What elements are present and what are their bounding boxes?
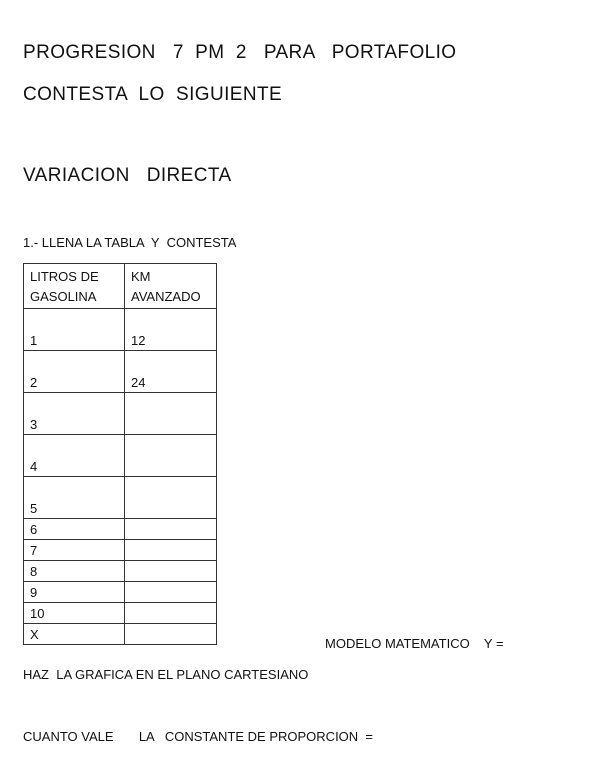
table-row [24,561,217,582]
liters-cell: 9 [24,582,125,603]
liters-km-table [23,263,217,645]
km-cell [125,540,217,561]
table-row [24,624,217,645]
heading-line-1: PROGRESION 7 PM 2 PARA PORTAFOLIO [23,42,457,63]
liters-cell: 2 [24,351,125,393]
km-cell [125,561,217,582]
header-km: KM AVANZADO [125,264,217,309]
liters-cell: 1 [24,309,125,351]
liters-cell: 7 [24,540,125,561]
liters-cell: X [24,624,125,645]
table-row [24,519,217,540]
km-cell [125,477,217,519]
liters-cell: 8 [24,561,125,582]
heading-line-2: CONTESTA LO SIGUIENTE [23,84,283,105]
table-row [24,435,217,477]
header-liters: LITROS DE GASOLINA [24,264,125,309]
table-row [24,477,217,519]
table-row [24,603,217,624]
table-row [24,540,217,561]
liters-cell: 6 [24,519,125,540]
table-row [24,393,217,435]
graph-instruction: HAZ LA GRAFICA EN EL PLANO CARTESIANO [23,667,309,682]
table-row [24,582,217,603]
liters-cell: 5 [24,477,125,519]
liters-cell: 10 [24,603,125,624]
table-header-row [24,264,217,309]
table-row [24,309,217,351]
km-cell [125,519,217,540]
constant-question: CUANTO VALE LA CONSTANTE DE PROPORCION = [23,729,373,744]
km-cell [125,603,217,624]
instruction-text: 1.- LLENA LA TABLA Y CONTESTA [23,235,237,250]
km-cell: 24 [125,351,217,393]
model-label: MODELO MATEMATICO Y = [325,636,504,651]
table-row [24,351,217,393]
liters-cell: 4 [24,435,125,477]
km-cell [125,624,217,645]
liters-cell: 3 [24,393,125,435]
km-cell: 12 [125,309,217,351]
km-cell [125,393,217,435]
km-cell [125,435,217,477]
section-title: VARIACION DIRECTA [23,165,232,186]
km-cell [125,582,217,603]
